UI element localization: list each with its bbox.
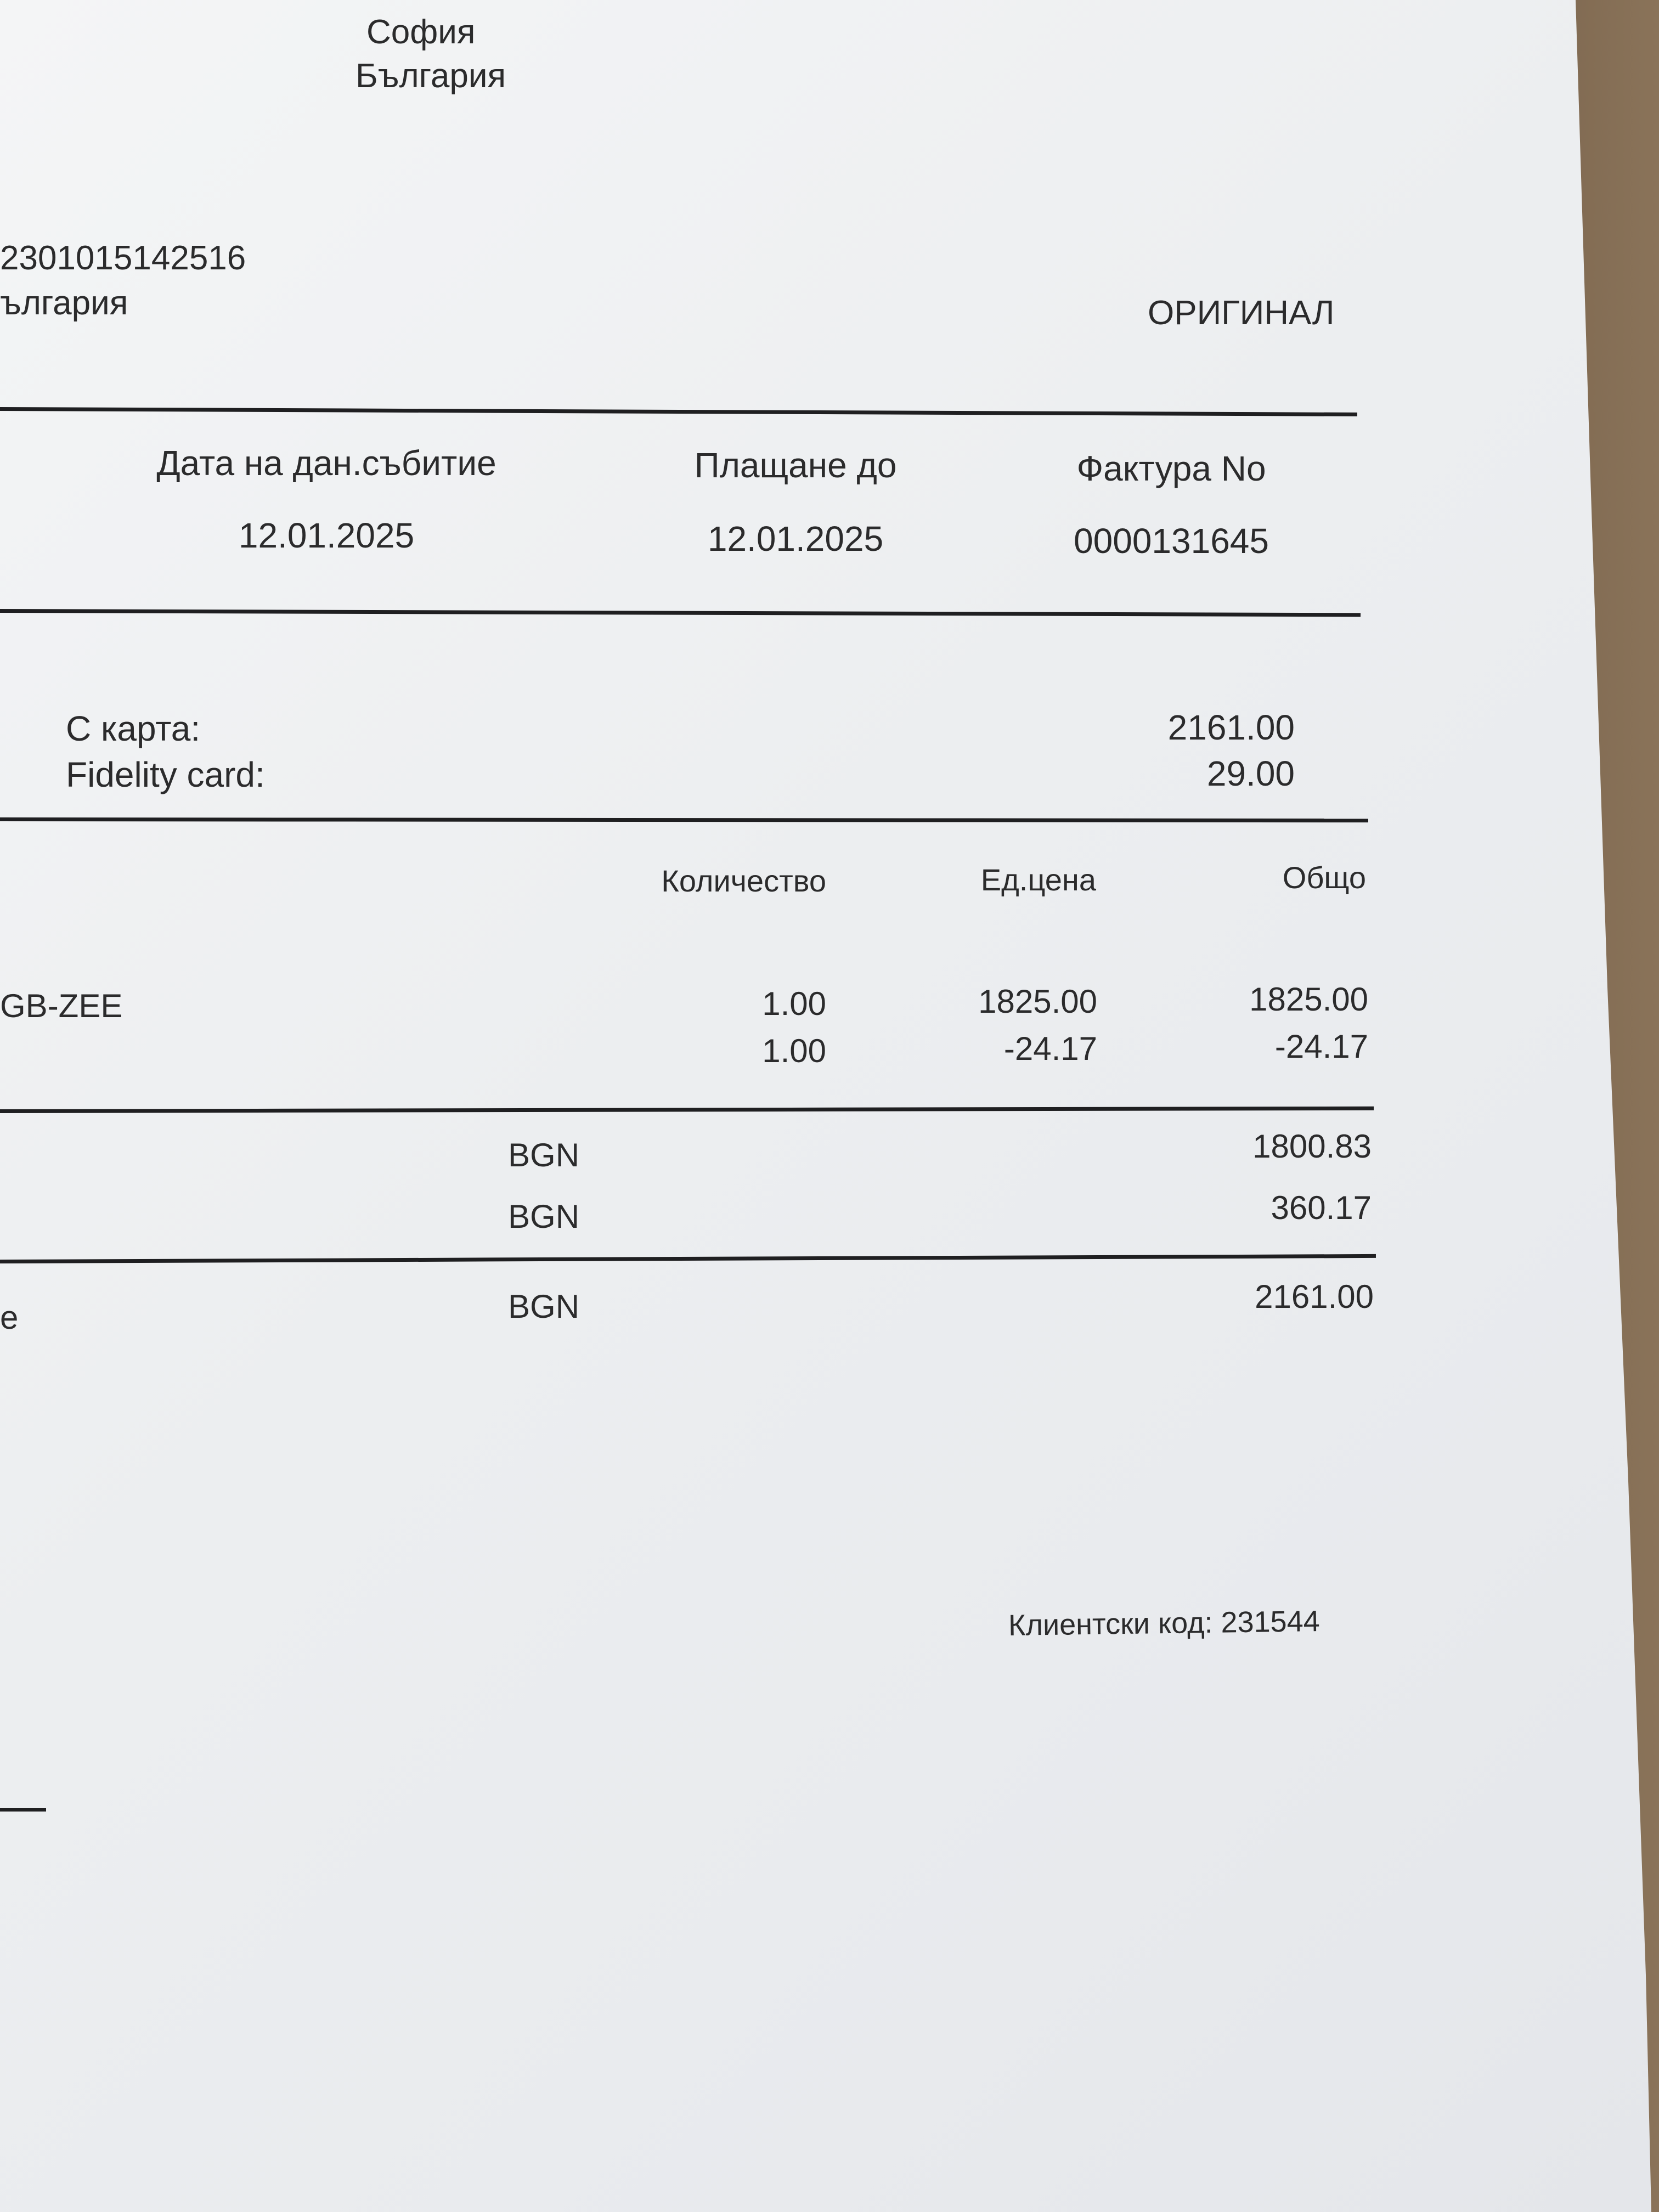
payment-amount: 29.00	[1206, 754, 1295, 793]
total-currency: BGN	[508, 1137, 580, 1173]
payment-label: С карта:	[66, 709, 201, 748]
id-number: 2301015142516	[0, 239, 246, 277]
invoice-number-value: 0000131645	[1074, 521, 1269, 561]
item-code: GB-ZEE	[0, 988, 123, 1024]
payment-label: Fidelity card:	[66, 755, 265, 794]
city-text: София	[366, 13, 476, 51]
quantity-header: Количество	[661, 864, 826, 898]
event-date-value: 12.01.2025	[238, 516, 415, 555]
item-quantity: 1.00	[762, 985, 826, 1022]
event-date-label: Дата на дан.събитие	[156, 443, 496, 483]
item-total: -24.17	[1274, 1028, 1368, 1065]
unit-price-header: Ед.цена	[980, 862, 1096, 897]
due-date-value: 12.01.2025	[707, 519, 884, 558]
due-date-label: Плащане до	[694, 445, 897, 485]
client-code: Клиентски код: 231544	[1008, 1605, 1321, 1642]
item-quantity: 1.00	[762, 1032, 826, 1069]
grand-total-amount: 2161.00	[1255, 1278, 1374, 1315]
item-unit-price: -24.17	[1003, 1030, 1097, 1067]
total-amount: 1800.83	[1252, 1128, 1372, 1165]
total-header: Общо	[1282, 860, 1366, 895]
payment-amount: 2161.00	[1167, 708, 1295, 747]
country-partial-text: ългария	[0, 284, 128, 322]
total-amount: 360.17	[1271, 1189, 1372, 1226]
original-label: ОРИГИНАЛ	[1148, 294, 1335, 332]
item-total: 1825.00	[1249, 981, 1368, 1018]
invoice-number-label: Фактура No	[1076, 449, 1266, 488]
signature-line	[0, 1808, 46, 1812]
country-text: България	[356, 57, 506, 95]
total-currency: BGN	[508, 1288, 580, 1325]
total-currency: BGN	[508, 1198, 580, 1235]
total-label-partial: е	[0, 1299, 19, 1336]
item-unit-price: 1825.00	[978, 983, 1097, 1020]
